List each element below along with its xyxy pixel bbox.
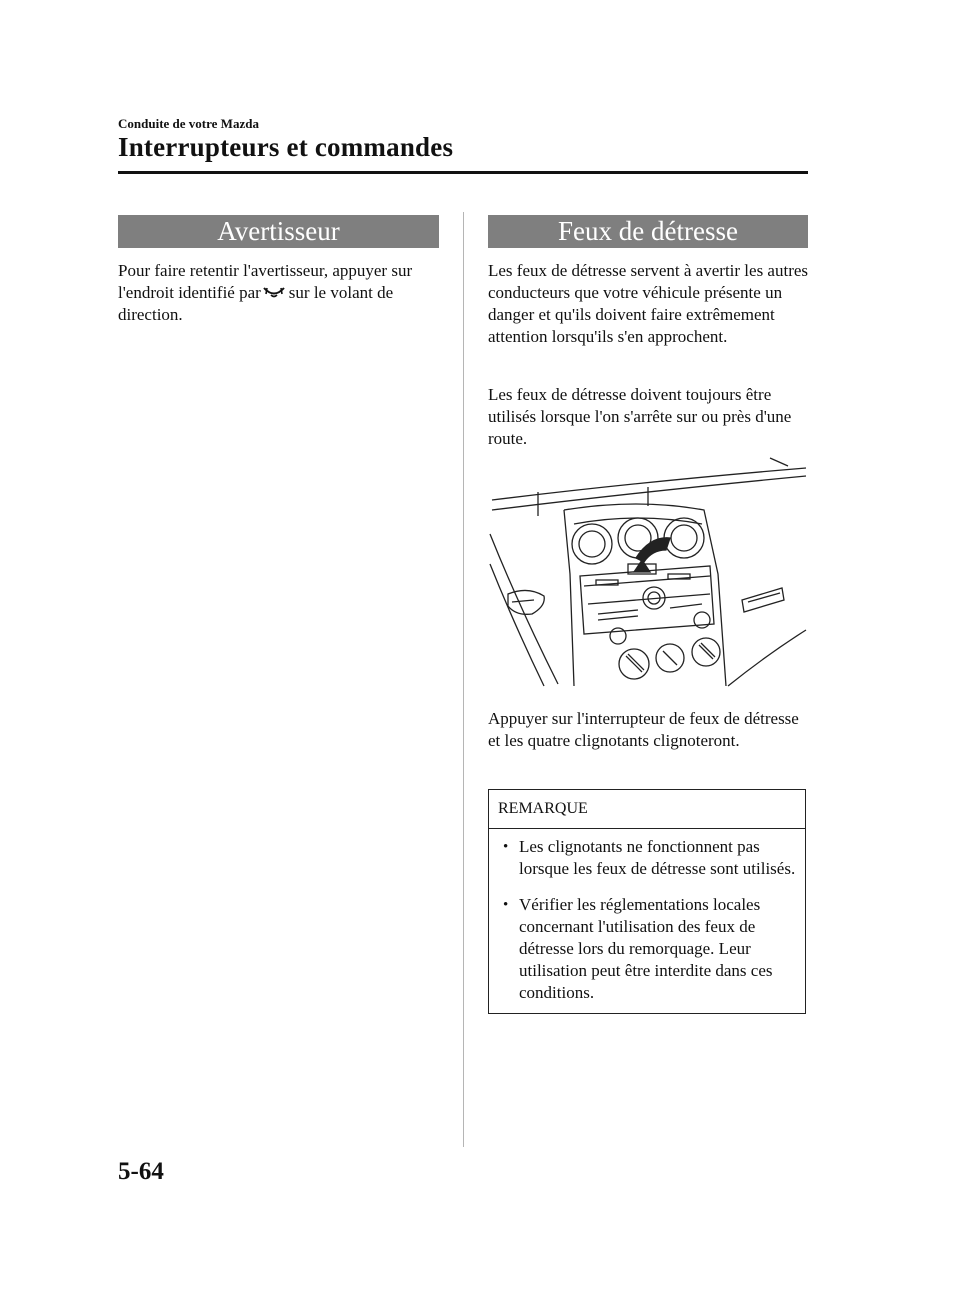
note-list bbox=[489, 836, 805, 1018]
dashboard-illustration bbox=[488, 454, 810, 694]
note-header bbox=[489, 790, 805, 829]
header-rule bbox=[118, 171, 808, 174]
hazard-paragraph-1: Les feux de détresse servent à avertir les autres conducteurs que votre véhicule présente un danger et qu'ils doivent faire extrêmement attention lorsqu'ils s'en approchent. bbox=[488, 261, 809, 346]
hazard-heading: Feux de détresse bbox=[488, 215, 808, 248]
horn-heading: Avertisseur bbox=[118, 215, 439, 248]
hazard-paragraph-3: Appuyer sur l'interrupteur de feux de détresse et les quatre clignotants clignoteront. bbox=[488, 709, 799, 750]
note-item: • Les clignotants ne fonctionnent pas lorsque les feux de détresse sont utilisés. bbox=[489, 836, 805, 880]
section-label: Conduite de votre Mazda bbox=[118, 116, 259, 131]
note-item: • Vérifier les réglementations locales concernant l'utilisation des feux de détresse lors du remorquage. Leur utilisation peut être interdite dans ces conditions. bbox=[489, 894, 805, 1004]
page-number: 5-64 bbox=[118, 1158, 164, 1185]
note-box bbox=[488, 789, 806, 1014]
horn-icon bbox=[263, 283, 285, 295]
note-label: REMARQUE bbox=[498, 800, 588, 817]
page-title: Interrupteurs et commandes bbox=[118, 132, 454, 162]
horn-paragraph-part1: Pour faire retentir l'avertisseur, appuyer sur l'endroit identifié par bbox=[118, 261, 413, 302]
column-divider bbox=[463, 212, 464, 1147]
hazard-paragraph-2: Les feux de détresse doivent toujours être utilisés lorsque l'on s'arrête sur ou près d'une route. bbox=[488, 385, 792, 448]
horn-paragraph-part2: sur le volant de direction. bbox=[118, 283, 394, 324]
horn-paragraph bbox=[118, 260, 444, 326]
